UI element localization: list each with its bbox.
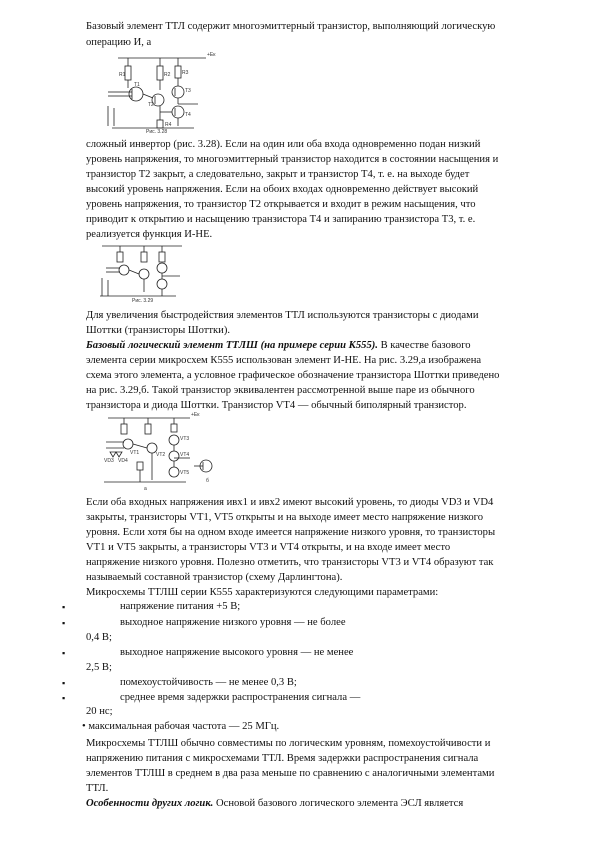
text-line: схема этого элемента, а условное графическое обозначение транзистора Шоттки приведено [86, 370, 500, 381]
text-line: Шоттки (транзисторы Шоттки). [86, 325, 231, 336]
italic-heading: Базовый логический элемент ТТЛШ (на примере серии К555). [86, 340, 378, 351]
fig1-label: R2 [164, 72, 171, 78]
text-line: элементов ТТЛШ в среднем в два раза меньше по сравнению с аналогичными элементами [86, 768, 495, 779]
fig1-label: T1 [134, 82, 140, 88]
fig3-label: а [144, 486, 147, 492]
ttl-schematic-figure [98, 48, 218, 134]
text-line: на рис. 3.29,б. Такой транзистор эквивалентен рассмотренной выше паре из обычного [86, 385, 475, 396]
fig3-label: VT3 [180, 436, 190, 442]
fig3-label: VT4 [180, 452, 190, 458]
text-line: уровень напряжения, то многоэмиттерный транзистор находится в состоянии насыщения и [86, 154, 499, 165]
fig3-label: VD4 [118, 458, 128, 464]
bullet-marker: ▪ [62, 648, 66, 658]
text-line: Микросхемы ТТЛШ серии К555 характеризуются следующими параметрами: [86, 587, 439, 598]
list-item: выходное напряжение низкого уровня — не более [120, 617, 346, 628]
text-line: закрыты, транзисторы VT1, VT5 открыты и на выходе имеет место напряжение низкого [86, 512, 484, 523]
text-line: Микросхемы ТТЛШ обычно совместимы по логическим уровням, помехоустойчивости и [86, 738, 491, 749]
list-item: • максимальная рабочая частота — 25 МГц. [82, 721, 280, 732]
text-line: уровня. Если хотя бы на одном входе имеется напряжение низкого уровня, то транзисторы [86, 527, 496, 538]
list-item-continuation: 0,4 В; [86, 632, 112, 643]
text-line: приводит к открытию и насыщению транзистора Т4 и запиранию транзистора Т3, т. е. [86, 214, 476, 225]
text-line: уровень напряжения, то транзистор Т2 открывается и входит в режим насыщения, что [86, 199, 476, 210]
list-item: помехоустойчивость — не менее 0,3 В; [120, 677, 297, 688]
text-line: сложный инвертор (рис. 3.28). Если на один или оба входа одновременно подан низкий [86, 139, 481, 150]
fig1-label: T2 [148, 102, 154, 108]
text-line: напряжение низкого уровня. Полезно отметить, что транзисторы VT3 и VT4 образуют так [86, 557, 494, 568]
text-line: элемента серии микросхем К555 использован элемент И-НЕ. На рис. 3.29,а изображена [86, 355, 482, 366]
text-line: транзистор Т2 закрыт, а следовательно, закрыт и транзистор Т4, т. е. на выходе будет [86, 169, 470, 180]
bullet-marker: ▪ [62, 618, 66, 628]
fig3-label: б [206, 478, 209, 484]
text-line: операцию И, а [86, 37, 152, 48]
text-line: называемый составной транзистор (схему Дарлингтона). [86, 572, 343, 583]
fig1-label: R4 [165, 122, 172, 128]
ttlsh-schematic-figure [94, 410, 220, 492]
text-line: транзистора и диода Шоттки. Транзистор VT4 — обычный биполярный транзистор. [86, 400, 467, 411]
fig3-label: VT5 [180, 470, 190, 476]
text-line [86, 340, 471, 352]
text-line: Базовый элемент ТТЛ содержит многоэмиттерный транзистор, выполняющий логическую [86, 21, 496, 32]
fig2-caption: Рис. 3.29 [132, 298, 154, 304]
text-line: ТТЛ. [86, 783, 109, 794]
list-item-continuation: 2,5 В; [86, 662, 112, 673]
fig3-label: +Ек [191, 412, 200, 418]
bullet-marker: ▪ [62, 693, 66, 703]
text-line: напряжению питания с микросхемами ТТЛ. Время задержки распространения сигнала [86, 753, 479, 764]
list-item: напряжение питания +5 В; [120, 601, 241, 612]
fig1-caption: Рис. 3.28 [146, 129, 168, 134]
text-span: Основой базового логического элемента ЭСЛ является [213, 798, 464, 809]
text-line: VT1 и VT5 закрыты, а транзисторы VT3 и VT4 открыты, и на входе имеет место [86, 542, 451, 553]
text-span: В качестве базового [377, 340, 471, 351]
text-line: Если оба входных напряжения ивх1 и ивх2 имеют высокий уровень, то диоды VD3 и VD4 [86, 497, 494, 508]
ttl-schematic-figure-small [92, 240, 188, 304]
bullet-marker: ▪ [62, 602, 66, 612]
fig1-label: T4 [185, 112, 191, 118]
italic-heading: Особенности других логик. [86, 798, 214, 809]
bullet-marker: ▪ [62, 678, 66, 688]
fig1-label: T3 [185, 88, 191, 94]
text-line [86, 798, 463, 810]
list-item: выходное напряжение высокого уровня — не менее [120, 647, 354, 658]
fig3-label: VT1 [130, 450, 140, 456]
text-line: реализуется функция И-НЕ. [86, 229, 213, 240]
fig3-label: VT2 [156, 452, 166, 458]
text-line: Для увеличения быстродействия элементов ТТЛ используются транзисторы с диодами [86, 310, 479, 321]
list-item: среднее время задержки распространения сигнала — [120, 692, 361, 703]
fig1-label: R1 [119, 72, 126, 78]
fig3-label: VD3 [104, 458, 114, 464]
fig1-label: R3 [182, 70, 189, 76]
fig1-label: +Ек [207, 52, 216, 58]
text-line: высокий уровень напряжения. Если на обоих входах одновременно действует высокий [86, 184, 479, 195]
list-item-continuation: 20 нс; [86, 706, 113, 717]
